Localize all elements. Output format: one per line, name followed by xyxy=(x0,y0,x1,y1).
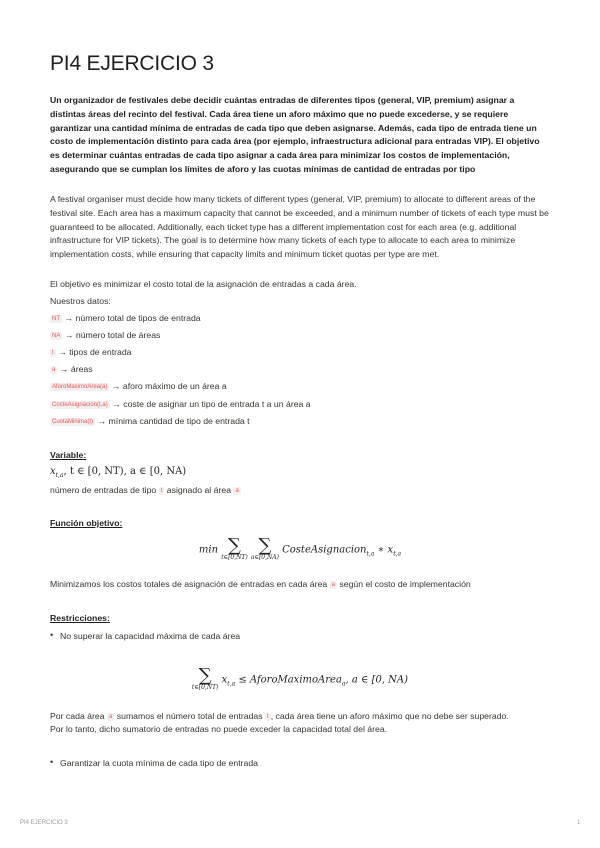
data-item-code: NT xyxy=(52,316,60,322)
objective-code-a: a xyxy=(331,582,335,588)
variable-domain: , t ∈ [0, NT), a ∈ [0, NA) xyxy=(63,466,187,477)
sum-limit-t: t∈[0,NT) xyxy=(221,554,248,561)
arrow-right-icon: → xyxy=(112,399,121,409)
objective-min: min xyxy=(198,544,219,556)
data-item-text: coste de asignar un tipo de entrada t a un área a xyxy=(123,399,311,409)
constraint-code-t: t xyxy=(267,714,269,720)
sigma-symbol-t: ∑ xyxy=(228,535,241,556)
arrow-right-icon: → xyxy=(58,347,67,357)
objective-formula xyxy=(50,535,550,562)
constraint-1-bullet: • No superar la capacidad máxima de cada área xyxy=(60,631,240,641)
data-item xyxy=(50,312,201,324)
data-item xyxy=(50,415,250,427)
objective-description xyxy=(50,578,471,590)
data-item xyxy=(50,346,132,358)
variable-desc-middle: asignado al área xyxy=(166,485,232,495)
variable-code-t: t xyxy=(160,488,163,494)
constraints-heading: Restricciones: xyxy=(50,613,110,623)
constraint-sum xyxy=(191,665,219,692)
variable-code-a: a xyxy=(235,488,239,494)
constraint-sigma-symbol: ∑ xyxy=(198,665,212,686)
data-item-text: mínima cantidad de tipo de entrada t xyxy=(108,416,250,426)
objective-term-sub: t,a xyxy=(366,550,375,558)
objective-times: ∗ xyxy=(374,544,388,556)
data-item-code: CosteAsignación(t,a) xyxy=(52,402,108,408)
constraint-1-desc-line1 xyxy=(50,710,509,722)
data-item-text: tipos de entrada xyxy=(69,347,132,357)
constraint-var-sub: t,a xyxy=(227,680,236,688)
data-item xyxy=(50,329,160,341)
objective-var-sub: t,a xyxy=(393,550,402,558)
arrow-right-icon: → xyxy=(64,313,74,323)
arrow-right-icon: → xyxy=(64,330,74,340)
data-item xyxy=(50,363,93,375)
arrow-right-icon: → xyxy=(111,381,121,391)
constraint-var: x xyxy=(221,674,228,686)
constraint-desc-1b: sumamos el número total de entradas xyxy=(116,711,263,721)
objective-line: El objetivo es minimizar el costo total de la asignación de entradas a cada área. xyxy=(50,279,357,289)
constraint-domain: , a ∈ [0, NA) xyxy=(345,674,409,686)
data-item-text: áreas xyxy=(70,364,93,374)
sum-over-t xyxy=(221,535,248,562)
data-heading: Nuestros datos: xyxy=(50,296,111,306)
constraint-1-desc-line2: Por lo tanto, dicho sumatorio de entradas no puede exceder la capacidad total del área. xyxy=(50,724,388,734)
variable-description xyxy=(50,484,241,496)
constraint-desc-1a: Por cada área xyxy=(50,711,105,721)
objective-heading: Función objetivo: xyxy=(50,518,123,528)
sum-limit-a: a∈[0,NA) xyxy=(250,554,279,561)
sum-over-a xyxy=(250,535,279,562)
objective-desc-after: según el costo de implementación xyxy=(339,579,471,589)
objective-desc-before: Minimizamos los costos totales de asignación de entradas en cada área xyxy=(50,579,328,589)
page-title: PI4 EJERCICIO 3 xyxy=(50,52,214,75)
data-item xyxy=(50,398,311,410)
data-item-text: número total de tipos de entrada xyxy=(75,313,201,323)
constraint-1-formula xyxy=(50,665,550,692)
footer-title: PI4 EJERCICIO 3 xyxy=(20,820,68,826)
constraint-code-a: a xyxy=(109,714,113,720)
variable-symbol: x xyxy=(50,466,56,477)
variable-heading: Variable: xyxy=(50,450,87,460)
arrow-right-icon: → xyxy=(97,416,107,426)
intro-spanish: Un organizador de festivales debe decidir cuántas entradas de diferentes tipos (general, VIP, premium) asignar a distintas áreas del recinto del festival. Cada área tiene un aforo máximo que no puede excederse, y se requiere garantizar una cantidad mínima de entradas de cada tipo que deben asignarse. Además, cada tipo de entrada tiene un costo de implementación distinto para cada área (por ejemplo, infraestructura adicional para entradas VIP). El objetivo es determinar cuántas entradas de cada tipo asignar a cada área para minimizar los costos de implementación, asegurando que se cumplan los límites de aforo y las cuotas mínimas de cantidad de entradas por tipo xyxy=(50,95,540,174)
variable-subscript: t,a xyxy=(55,472,64,479)
intro-english: A festival organiser must decide how many tickets of different types (general, VIP, premium) to allocate to different areas of the festival site. Each area has a maximum capacity that cannot be exceeded, and a minimum number of tickets of each type must be guaranteed to be allocated. Additionally, each ticket type has a different implementation cost for each area (e.g. additional infrastructure for VIP tickets). The goal is to determine how many tickets of each type to allocate to each area to minimize implementation costs, while ensuring that capacity limits and minimum ticket quotas per type are met. xyxy=(50,194,549,260)
data-item-text: número total de áreas xyxy=(75,330,161,340)
data-item-code: a xyxy=(52,367,56,373)
variable-desc-before: número de entradas de tipo xyxy=(50,485,157,495)
data-item-code: CuotaMinima(t) xyxy=(52,419,94,425)
constraint-relation-sub: a xyxy=(341,680,346,688)
footer-page-number: 1 xyxy=(577,820,581,826)
constraint-relation: ≤ AforoMaximoArea xyxy=(235,674,342,686)
objective-var: x xyxy=(387,544,394,556)
constraint-desc-1c: , cada área tiene un aforo máximo que no debe ser superado. xyxy=(270,711,509,721)
objective-term: CosteAsignacion xyxy=(282,544,367,556)
data-item-code: AforoMaximoArea(a) xyxy=(52,384,108,390)
sigma-symbol-a: ∑ xyxy=(258,535,272,556)
arrow-right-icon: → xyxy=(59,364,69,374)
data-item-code: NA xyxy=(52,333,61,339)
data-item-code: t xyxy=(52,350,54,356)
data-item-text: aforo máximo de un área a xyxy=(122,381,227,391)
constraint-2-bullet: • Garantizar la cuota mínima de cada tipo de entrada xyxy=(60,758,258,768)
variable-formula xyxy=(50,465,186,483)
data-item xyxy=(50,380,227,392)
constraint-sum-limit: t∈[0,NT) xyxy=(191,684,219,691)
